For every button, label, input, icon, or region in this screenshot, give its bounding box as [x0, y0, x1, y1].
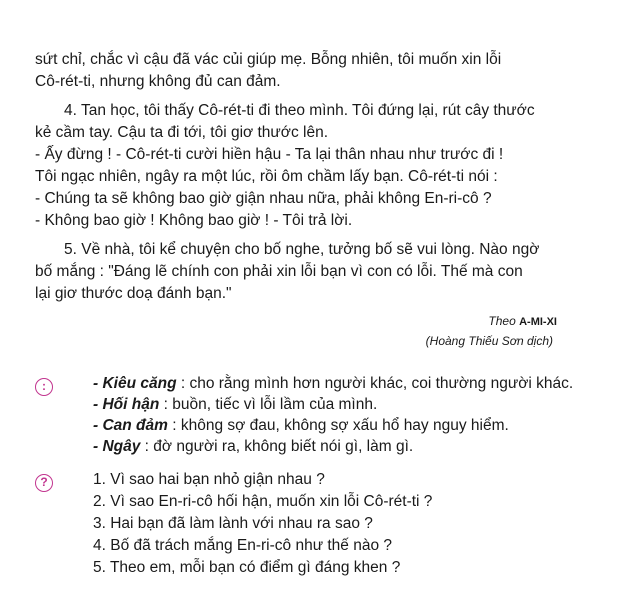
- credit-author: A-MI-XI: [519, 316, 557, 328]
- glossary-term: - Ngây: [93, 438, 141, 455]
- glossary-term: - Kiêu căng: [93, 375, 177, 392]
- story-line: sứt chỉ, chắc vì cậu đã vác củi giúp mẹ. Bỗng nhiên, tôi muốn xin lỗi: [35, 51, 502, 68]
- question-item: 4. Bố đã trách mắng En-ri-cô như thế nào ?: [93, 537, 393, 554]
- source-credit: [488, 314, 557, 328]
- credit-translator: (Hoàng Thiếu Sơn dịch): [425, 334, 553, 348]
- story-line: Tôi ngạc nhiên, ngây ra một lúc, rồi ôm chầm lấy bạn. Cô-rét-ti nói :: [35, 168, 498, 185]
- story-line: - Chúng ta sẽ không bao giờ giận nhau nữa, phải không En-ri-cô ?: [35, 190, 492, 207]
- story-line: 4. Tan học, tôi thấy Cô-rét-ti đi theo mình. Tôi đứng lại, rút cây thước: [64, 102, 535, 119]
- story-line: bố mắng : "Đáng lẽ chính con phải xin lỗi bạn vì con có lỗi. Thế mà con: [35, 263, 523, 280]
- glossary-item: [93, 374, 573, 394]
- glossary-definition: : buồn, tiếc vì lỗi lầm của mình.: [159, 396, 378, 413]
- story-line: 5. Về nhà, tôi kể chuyện cho bố nghe, tưởng bố sẽ vui lòng. Nào ngờ: [64, 241, 540, 258]
- glossary-definition: : không sợ đau, không sợ xấu hổ hay nguy hiểm.: [167, 417, 509, 434]
- story-line: - Không bao giờ ! Không bao giờ ! - Tôi trả lời.: [35, 212, 353, 229]
- story-line: - Ấy đừng ! - Cô-rét-ti cười hiền hậu - Ta lại thân nhau như trước đi !: [35, 146, 504, 163]
- story-line: kẻ cầm tay. Cậu ta đi tới, tôi giơ thước lên.: [35, 124, 329, 141]
- credit-theo: Theo: [488, 314, 516, 328]
- glossary-item: [93, 395, 377, 415]
- question-item: 1. Vì sao hai bạn nhỏ giận nhau ?: [93, 471, 325, 488]
- glossary-term: - Hối hận: [93, 396, 160, 413]
- glossary-item: [93, 416, 509, 436]
- question-icon: ?: [35, 474, 53, 492]
- question-item: 5. Theo em, mỗi bạn có điểm gì đáng khen ?: [93, 559, 401, 576]
- glossary-icon: :: [35, 378, 53, 396]
- glossary-definition: : cho rằng mình hơn người khác, coi thường người khác.: [176, 375, 574, 392]
- glossary-item: [93, 437, 413, 457]
- story-line: Cô-rét-ti, nhưng không đủ can đảm.: [35, 73, 281, 90]
- question-item: 2. Vì sao En-ri-cô hối hận, muốn xin lỗi Cô-rét-ti ?: [93, 493, 433, 510]
- story-line: lại giơ thước doạ đánh bạn.": [35, 285, 232, 302]
- glossary-definition: : đờ người ra, không biết nói gì, làm gì.: [140, 438, 414, 455]
- glossary-term: - Can đảm: [93, 417, 168, 434]
- question-item: 3. Hai bạn đã làm lành với nhau ra sao ?: [93, 515, 373, 532]
